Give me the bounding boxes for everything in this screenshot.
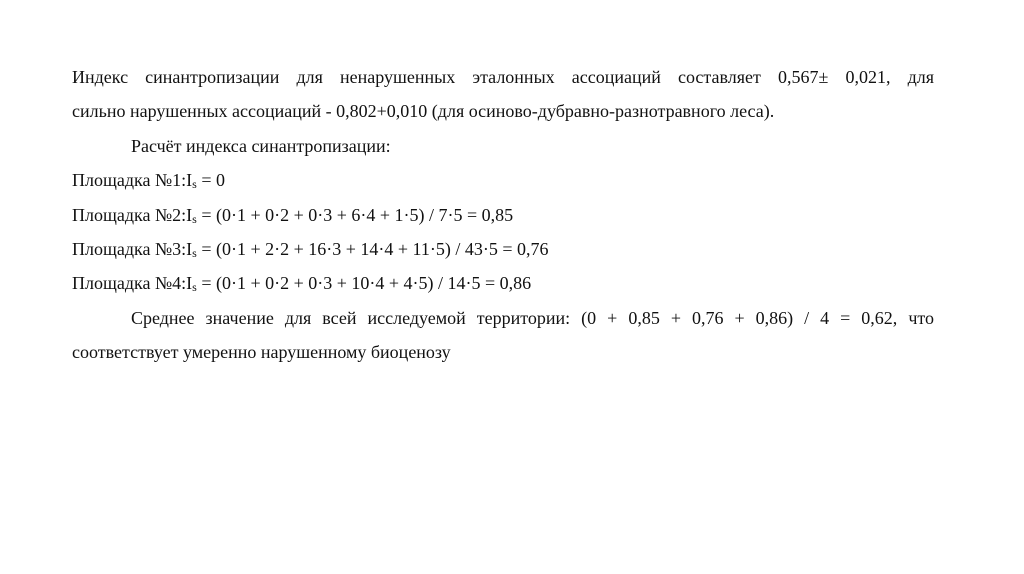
plot-formula: = (0·1 + 2·2 + 16·3 + 14·4 + 11·5) / 43·5 = 0,76 [196,238,549,259]
plot-formula: = 0 [196,170,225,191]
plot-label: Площадка №3: [72,238,187,259]
plot-4-equation [72,266,934,300]
plot-label: Площадка №2: [72,204,187,225]
plot-label: Площадка №4: [72,273,187,294]
index-symbol: Is [186,204,197,226]
calculation-heading: Расчёт индекса синантропизации: [131,135,391,156]
index-symbol: Is [186,273,197,295]
paragraph-line-2: сильно нарушенных ассоциаций - 0,802+0,010 (для осиново-дубравно-разнотравного леса). [72,101,775,122]
conclusion-line-2: соответствует умеренно нарушенному биоценозу [72,342,451,363]
conclusion-line-1: Среднее значение для всей исследуемой территории: (0 + 0,85 + 0,76 + 0,86) / 4 = 0,62, что [131,307,934,328]
index-symbol: Is [186,238,197,260]
plot-3-equation [72,232,934,266]
plot-formula: = (0·1 + 0·2 + 0·3 + 6·4 + 1·5) / 7·5 = 0,85 [196,204,514,225]
plot-label: Площадка №1: [72,170,187,191]
plot-2-equation [72,198,934,232]
document-text [72,60,934,370]
plot-1-equation [72,163,934,197]
paragraph-line-1: Индекс синантропизации для ненарушенных эталонных ассоциаций составляет 0,567± 0,021, для [72,67,934,87]
index-symbol: Is [186,170,197,192]
plot-formula: = (0·1 + 0·2 + 0·3 + 10·4 + 4·5) / 14·5 = 0,86 [196,273,532,294]
